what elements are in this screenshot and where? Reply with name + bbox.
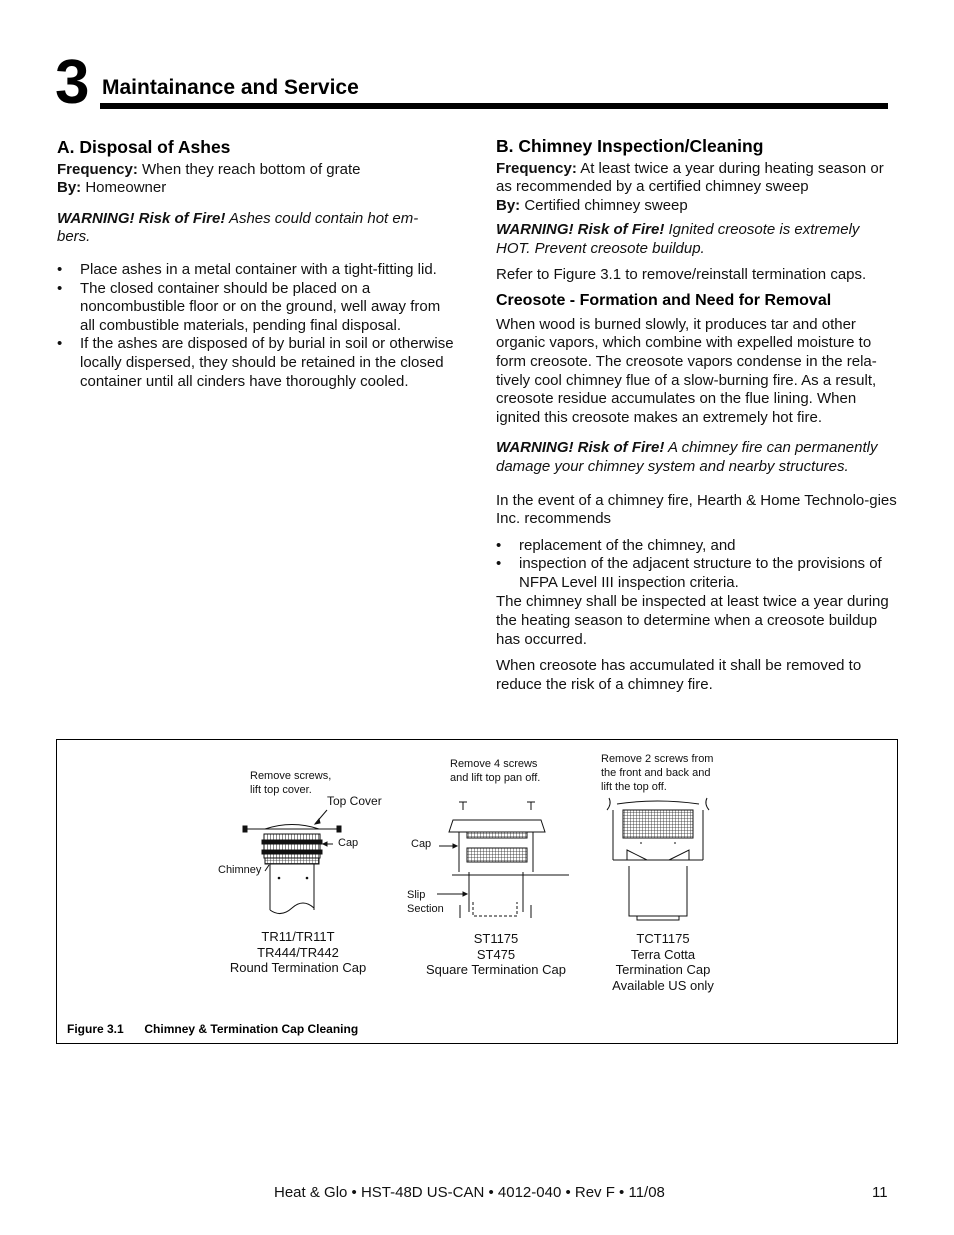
warning-label: WARNING! Risk of Fire! (496, 439, 665, 457)
terra-cotta-note (601, 752, 713, 794)
warning-text: Ignited creosote is extremely HOT. Prevent creosote buildup. (496, 221, 860, 257)
by-value: Homeowner (81, 179, 167, 197)
note-line: Remove 4 screws (450, 758, 538, 770)
frequency-value: When they reach bottom of grate (137, 160, 361, 178)
model-line: ST475 (476, 946, 516, 962)
figure-title: Chimney & Termination Cap Cleaning (144, 1022, 359, 1036)
footer-text: Heat & Glo • HST-48D US-CAN • 4012-040 • Rev F • 11/08 (274, 1184, 665, 1201)
section-b-frequency (496, 160, 898, 197)
top-cover-label: Top Cover (327, 794, 382, 808)
list-item: • If the ashes are disposed of by burial in soil or otherwise locally dispersed, they should be retained in the closed container until all cinders have thoroughly cooled. (57, 335, 459, 391)
round-cap-label: Cap (338, 837, 359, 849)
square-cap-label: Cap (411, 838, 432, 850)
recommendation-list (496, 537, 898, 593)
note-line: Section (407, 903, 444, 915)
by-label: By: (57, 179, 82, 197)
warning-text: A chimney fire can permanently damage your chimney system and nearby structures. (496, 439, 878, 475)
list-item-text: • The closed container should be placed on a noncombustible floor or on the ground, well away from all combustible materials, pending final disposal. (80, 279, 441, 334)
by-value: Certified chimney sweep (520, 196, 688, 214)
refer-text: Refer to Figure 3.1 to remove/reinstall termination caps. (496, 265, 867, 283)
square-cap-model-label (416, 931, 576, 978)
model-line: Square Termination Cap (426, 962, 566, 977)
chimney-label: Chimney (218, 864, 262, 876)
chapter-title: Maintainance and Service (102, 76, 359, 99)
model-line: TCT1175 (636, 931, 690, 946)
by-label: By: (496, 196, 521, 214)
model-line: TR444/TR442 (257, 944, 339, 960)
creosote-paragraph: When wood is burned slowly, it produces tar and other organic vapors, which combine with expelled moisture to form creosote. The creosote vapors condense in the rela-tively cool chimney flue of a slow-burning fire. As a result, creosote residue accumulates on the flue lining. When ignited this creosote makes an extremely hot fire. (496, 315, 877, 426)
figure-3-1 (56, 739, 898, 1044)
figure-caption (67, 1022, 358, 1036)
creosote-heading: Creosote - Formation and Need for Removal (496, 292, 832, 310)
list-item: • inspection of the adjacent structure to the provisions of NFPA Level III inspection criteria. (496, 555, 898, 592)
warning-text: Ashes could contain hot em-bers. (57, 209, 419, 246)
model-line: TR11/TR11T (261, 929, 335, 944)
section-a-frequency (57, 161, 459, 180)
section-a (57, 138, 459, 391)
section-a-by (57, 179, 459, 198)
chapter-rule (100, 103, 888, 109)
section-b-by (496, 197, 898, 216)
chimney-fire-paragraph: In the event of a chimney fire, Hearth & Home Technolo-gies Inc. recommends (496, 491, 897, 528)
note-line: lift the top off. (601, 781, 667, 793)
note-line: Slip (407, 889, 426, 901)
page-number: 11 (872, 1184, 888, 1201)
model-line: Round Termination Cap (229, 960, 367, 975)
round-cap-model-label (218, 929, 378, 976)
round-termination-cap (243, 810, 341, 914)
inspection-paragraph: The chimney shall be inspected at least twice a year during the heating season to determine when a creosote buildup has occurred. (496, 593, 889, 648)
square-cap-note (450, 757, 540, 785)
list-item: • Place ashes in a metal container with a tight-fitting lid. (57, 261, 459, 280)
list-item: • replacement of the chimney, and (496, 537, 898, 556)
frequency-label: Frequency: (57, 160, 138, 178)
termination-caps-illustration (57, 740, 897, 1043)
note-line: and lift top pan off. (450, 772, 541, 784)
removal-paragraph: When creosote has accumulated it shall be removed to reduce the risk of a chimney fire. (496, 657, 862, 693)
chapter-number: 3 (55, 48, 90, 117)
terra-cotta-termination-cap (607, 798, 709, 920)
section-a-warning (57, 210, 435, 247)
note-line: Remove screws, (250, 770, 332, 782)
model-line: Available US only (612, 977, 714, 993)
figure-number: Figure 3.1 (67, 1022, 124, 1036)
section-a-heading: A. Disposal of Ashes (57, 137, 231, 157)
slip-section-label (407, 888, 444, 916)
section-b-warning (496, 221, 898, 258)
section-b-heading: B. Chimney Inspection/Cleaning (496, 136, 764, 156)
note-line: the front and back and (601, 767, 711, 779)
terra-cotta-model-label (593, 931, 733, 993)
round-cap-note (250, 769, 331, 797)
list-item (57, 280, 459, 336)
warning-label: WARNING! Risk of Fire! (57, 209, 226, 227)
model-line: Termination Cap (615, 962, 711, 977)
model-line: ST1175 (473, 931, 519, 946)
section-b-warning-2 (496, 439, 898, 476)
section-b (496, 137, 898, 694)
frequency-label: Frequency: (496, 159, 577, 177)
note-line: Remove 2 screws from (601, 753, 714, 765)
frequency-value: At least twice a year during heating season or as recommended by a certified chimney sweep (496, 159, 884, 196)
model-line: Terra Cotta (630, 946, 696, 962)
note-line: lift top cover. (250, 784, 312, 796)
warning-label: WARNING! Risk of Fire! (496, 221, 665, 239)
square-termination-cap (437, 802, 569, 918)
ash-disposal-list (57, 261, 459, 391)
